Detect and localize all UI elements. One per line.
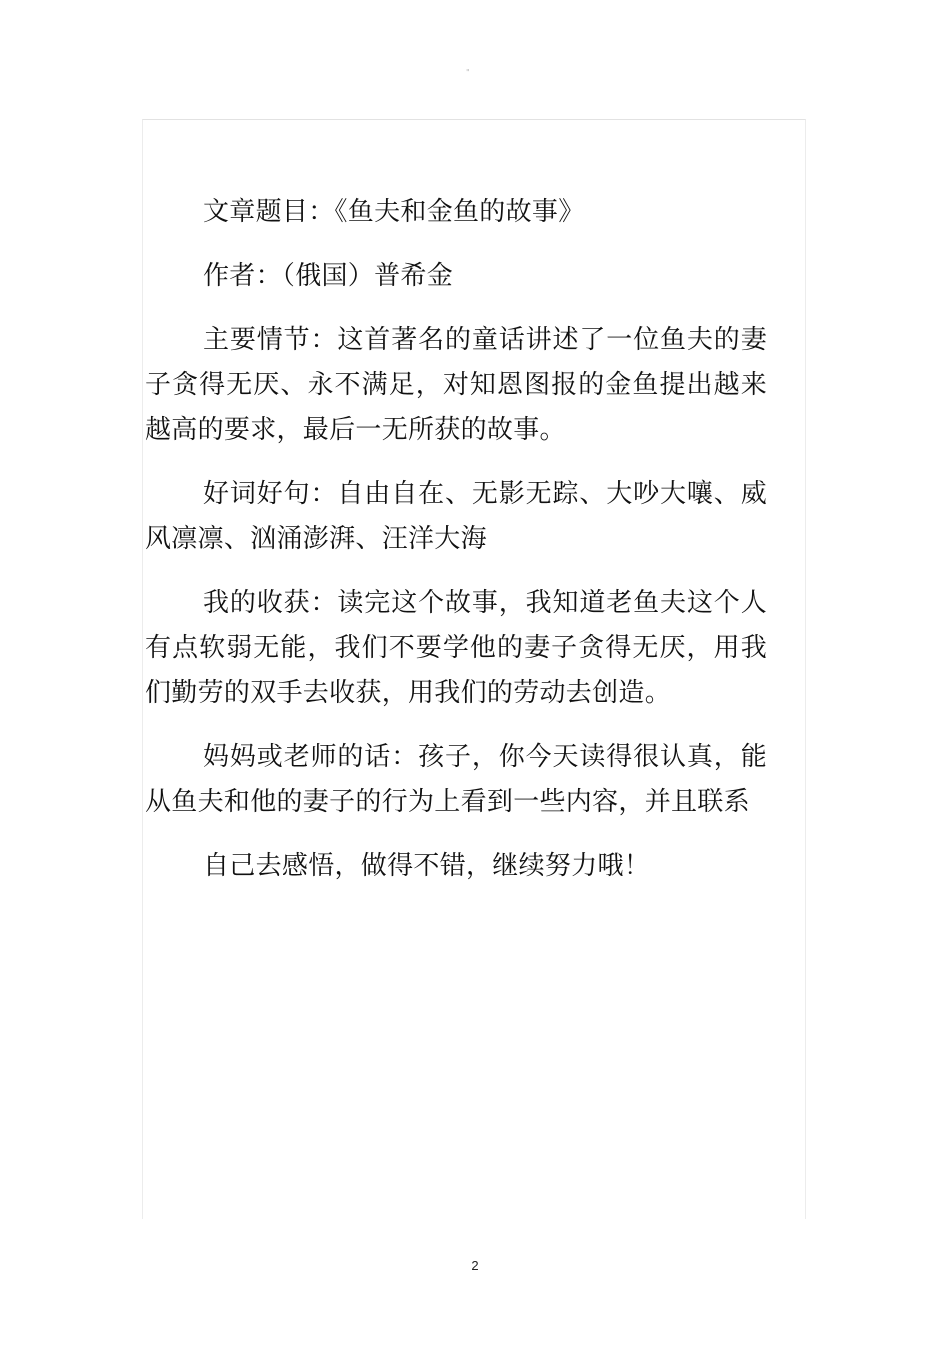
document-body — [145, 190, 767, 908]
page-number: 2 — [471, 1258, 479, 1273]
header-mark: " — [466, 68, 470, 77]
main-plot-paragraph: 主要情节：这首著名的童话讲述了一位鱼夫的妻子贪得无厌、永不满足，对知恩图报的金鱼提出越来越高的要求，最后一无所获的故事。 — [145, 325, 767, 445]
comment-paragraph: 妈妈或老师的话：孩子，你今天读得很认真，能从鱼夫和他的妻子的行为上看到一些内容，并且联系 — [145, 742, 767, 817]
good-words-paragraph: 好词好句：自由自在、无影无踪、大吵大嚷、威风凛凛、汹涌澎湃、汪洋大海 — [145, 479, 767, 554]
comment-continuation-paragraph: 自己去感悟，做得不错，继续努力哦！ — [203, 851, 651, 881]
author-line: 作者：（俄国）普希金 — [203, 261, 454, 291]
my-gains-paragraph: 我的收获：读完这个故事，我知道老鱼夫这个人有点软弱无能，我们不要学他的妻子贪得无厌，用我们勤劳的双手去收获，用我们的劳动去创造。 — [145, 588, 767, 708]
article-title-line: 文章题目：《鱼夫和金鱼的故事》 — [203, 197, 585, 227]
